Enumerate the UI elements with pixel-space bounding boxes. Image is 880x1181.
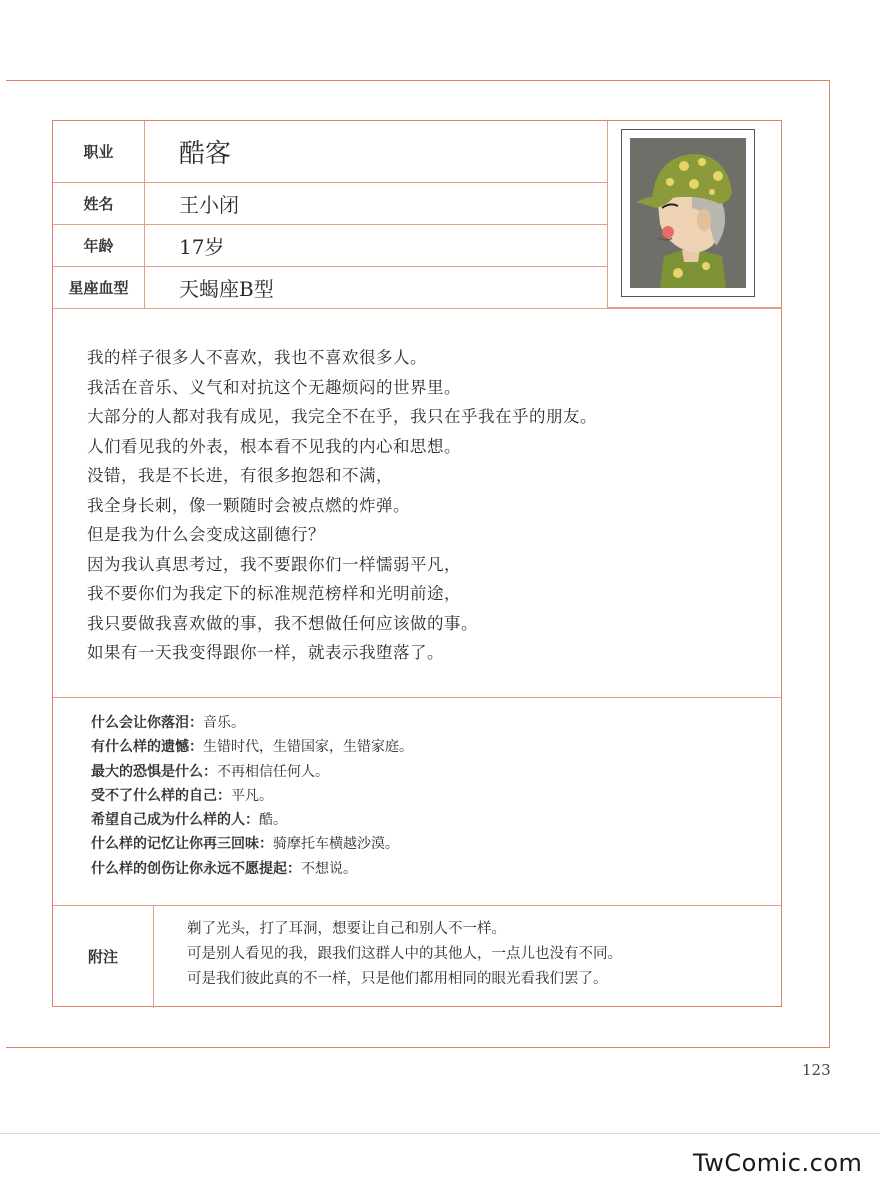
poem-line: 我的样子很多人不喜欢，我也不喜欢很多人。 [87, 348, 427, 367]
note-text [187, 917, 777, 992]
poem-line: 我不要你们为我定下的标准规范榜样和光明前途， [87, 584, 461, 603]
qa-item [91, 832, 771, 856]
portrait-illustration [630, 138, 746, 288]
sign-row [53, 267, 607, 308]
note-line: 可是我们彼此真的不一样，只是他们都用相同的眼光看我们罢了。 [187, 971, 608, 987]
poem-line: 大部分的人都对我有成见，我完全不在乎，我只在乎我在乎的朋友。 [87, 407, 597, 426]
sign-value: 天蝎座B型 [179, 277, 274, 301]
occupation-row [53, 121, 607, 183]
page-number: 123 [802, 1061, 831, 1079]
qa-answer: 不想说。 [301, 860, 357, 877]
qa-item [91, 735, 771, 759]
qa-answer: 酷。 [259, 812, 287, 829]
qa-item [91, 857, 771, 881]
occupation-label: 职业 [53, 121, 145, 182]
poem-line: 我活在音乐、义气和对抗这个无趣烦闷的世界里。 [87, 377, 461, 397]
name-row [53, 183, 607, 225]
poem-line: 但是我为什么会变成这副德行？ [87, 525, 325, 544]
name-label: 姓名 [53, 183, 145, 224]
qa-question: 什么样的创伤让你永远不愿提起： [91, 860, 301, 877]
sign-label: 星座血型 [53, 267, 145, 308]
qa-answer: 骑摩托车横越沙漠。 [273, 836, 399, 853]
age-value: 17岁 [179, 235, 225, 259]
qa-answer: 平凡。 [231, 787, 273, 804]
qa-answer: 生错时代，生错国家，生错家庭。 [203, 739, 413, 756]
section-divider [53, 697, 781, 698]
qa-question: 受不了什么样的自己： [91, 787, 231, 804]
qa-item [91, 808, 771, 832]
name-value: 王小闭 [179, 193, 239, 217]
qa-question: 希望自己成为什么样的人： [91, 812, 259, 829]
site-watermark: TwComic.com [693, 1149, 863, 1177]
section-divider [53, 905, 781, 906]
poem-line: 没错，我是不长进，有很多抱怨和不满， [87, 466, 393, 485]
poem-text [87, 343, 767, 668]
qa-item [91, 784, 771, 808]
qa-question: 最大的恐惧是什么： [91, 763, 217, 780]
qa-answer: 不再相信任何人。 [217, 763, 329, 780]
qa-list [91, 711, 771, 881]
poem-line: 因为我认真思考过，我不要跟你们一样懦弱平凡， [87, 554, 461, 574]
poem-line: 如果有一天我变得跟你一样，就表示我堕落了。 [87, 643, 444, 662]
profile-card [52, 120, 782, 1007]
qa-question: 什么会让你落泪： [91, 715, 203, 731]
qa-item [91, 711, 771, 735]
note-label: 附注 [53, 905, 154, 1008]
footer-divider [0, 1133, 880, 1134]
qa-question: 有什么样的遗憾： [91, 739, 203, 756]
qa-question: 什么样的记忆让你再三回味： [91, 836, 273, 853]
poem-line: 我只要做我喜欢做的事，我不想做任何应该做的事。 [87, 613, 478, 633]
note-line: 可是别人看见的我，跟我们这群人中的其他人，一点儿也没有不同。 [187, 946, 622, 962]
poem-line: 我全身长刺，像一颗随时会被点燃的炸弹。 [87, 495, 410, 515]
poem-line: 人们看见我的外表，根本看不见我的内心和思想。 [87, 436, 461, 456]
qa-item [91, 760, 771, 784]
occupation-value: 酷客 [179, 139, 232, 169]
section-divider [53, 308, 781, 309]
note-line: 剃了光头，打了耳洞，想要让自己和别人不一样。 [187, 921, 506, 937]
age-row [53, 225, 607, 267]
age-label: 年龄 [53, 225, 145, 266]
portrait [621, 129, 755, 297]
qa-answer: 音乐。 [203, 715, 245, 731]
